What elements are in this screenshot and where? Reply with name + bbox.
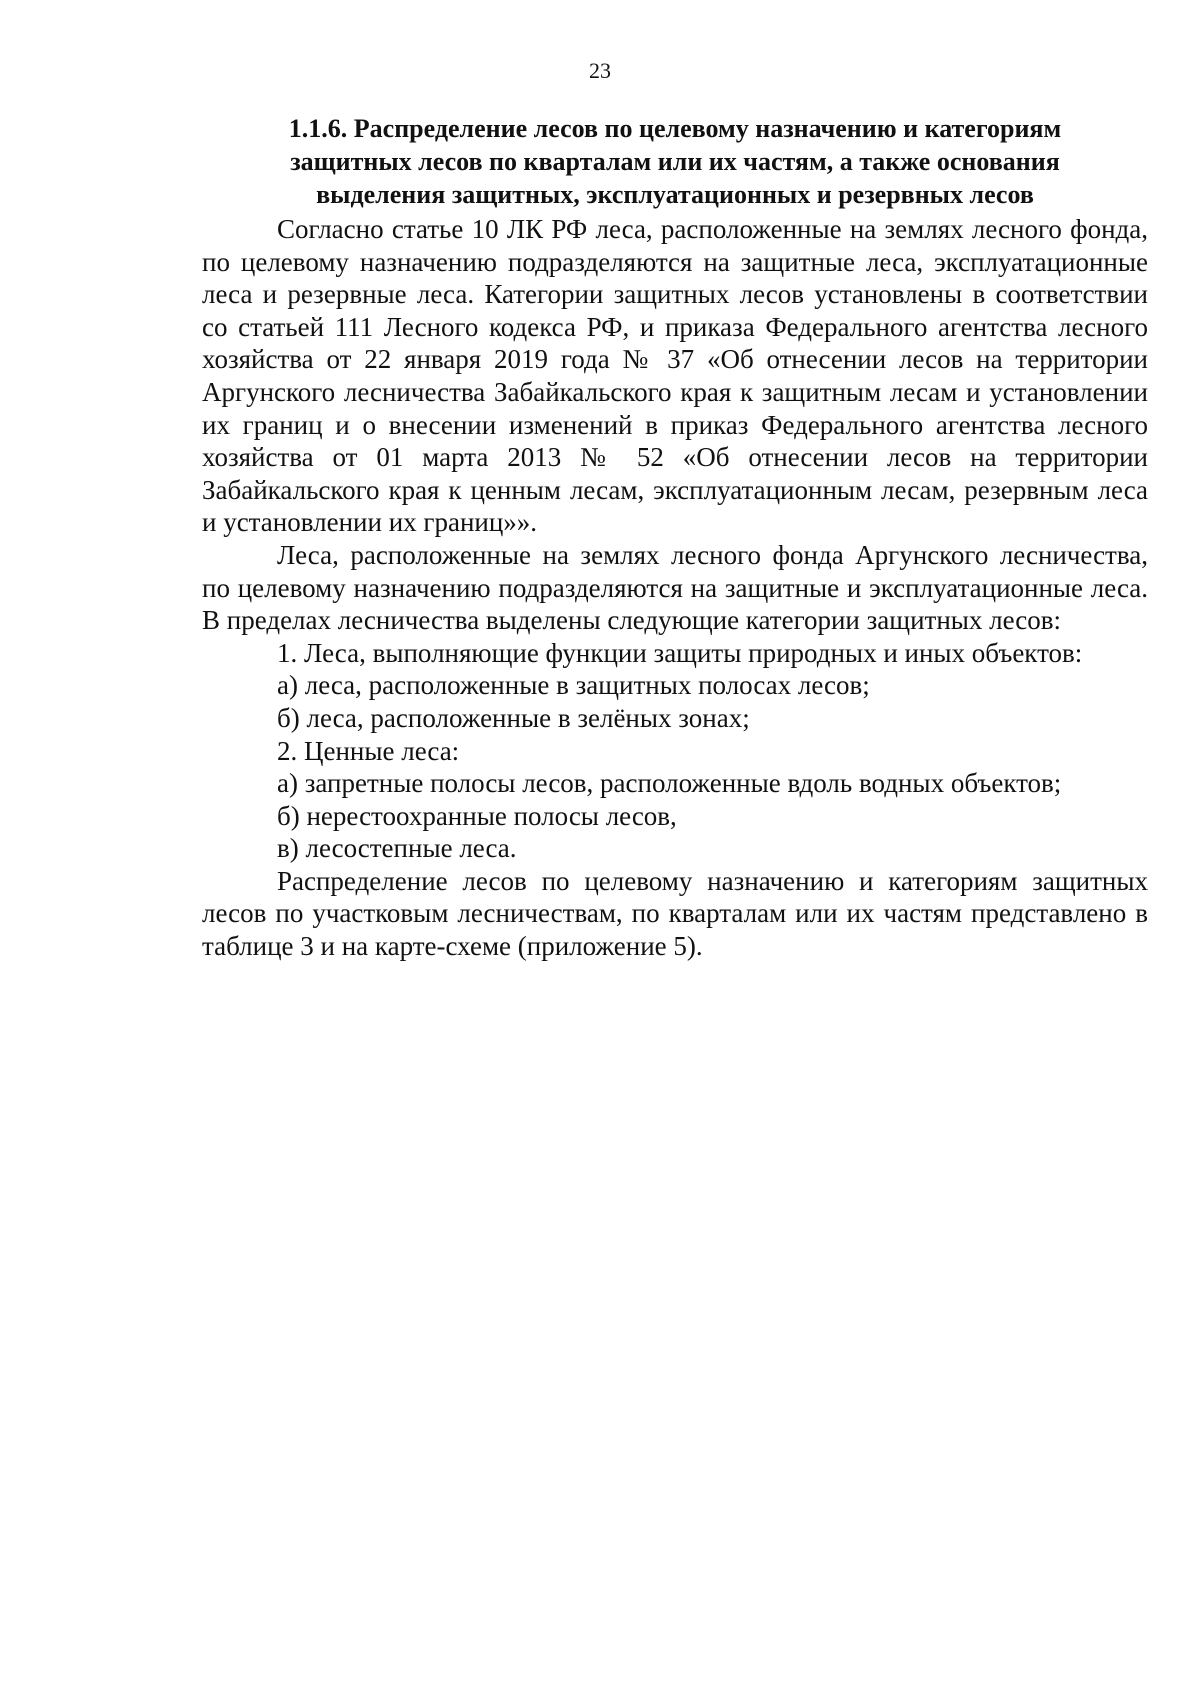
paragraph-forest-categories: Леса, расположенные на землях лесного фонда Аргунского лесничества, по целевому назначению подразделяются на защитные и эксплуатационные леса. В пределах лесничества выделены следующие категории защитных лесов:	[202, 539, 1148, 636]
section-heading-line-3: выделения защитных, эксплуатационных и резервных лесов	[316, 180, 1034, 209]
section-heading-line-2: защитных лесов по кварталам или их частям, а также основания	[290, 147, 1060, 176]
section-heading	[202, 112, 1148, 211]
list-item-water-strips: а) запретные полосы лесов, расположенные вдоль водных объектов;	[277, 768, 1062, 799]
list-item-spawning-strips: б) нерестоохранные полосы лесов,	[277, 800, 677, 831]
category-list	[202, 637, 1148, 865]
list-item-protective-functions: 1. Леса, выполняющие функции защиты природных и иных объектов:	[277, 637, 1083, 668]
list-item-protective-strips: а) леса, расположенные в защитных полосах лесов;	[277, 670, 870, 701]
page-number: 23	[589, 58, 611, 83]
list-item-valuable-forests: 2. Ценные леса:	[277, 735, 460, 766]
list-item-forest-steppe: в) лесостепные леса.	[277, 833, 517, 864]
paragraph-distribution: Распределение лесов по целевому назначению и категориям защитных лесов по участковым лесничествам, по кварталам или их частям представлено в таблице 3 и на карте-схеме (приложение 5).	[202, 865, 1148, 962]
section-heading-line-1: 1.1.6. Распределение лесов по целевому назначению и категориям	[288, 114, 1062, 143]
paragraph-legal-basis: Согласно статье 10 ЛК РФ леса, расположенные на землях лесного фонда, по целевому назначению подразделяются на защитные леса, эксплуатационные леса и резервные леса. Категории защитных лесов установлены в соответствии со статьей 111 Лесного кодекса РФ, и приказа Федерального агентства лесного хозяйства от 22 января 2019 года № 37 «Об отнесении лесов на территории Аргунского лесничества Забайкальского края к защитным лесам и установлении их границ и о внесении изменений в приказ Федерального агентства лесного хозяйства от 01 марта 2013 № 52 «Об отнесении лесов на территории Забайкальского края к ценным лесам, эксплуатационным лесам, резервным леса и установлении их границ»».	[202, 214, 1148, 538]
list-item-green-zones: б) леса, расположенные в зелёных зонах;	[277, 702, 750, 733]
page-content	[202, 112, 1148, 963]
